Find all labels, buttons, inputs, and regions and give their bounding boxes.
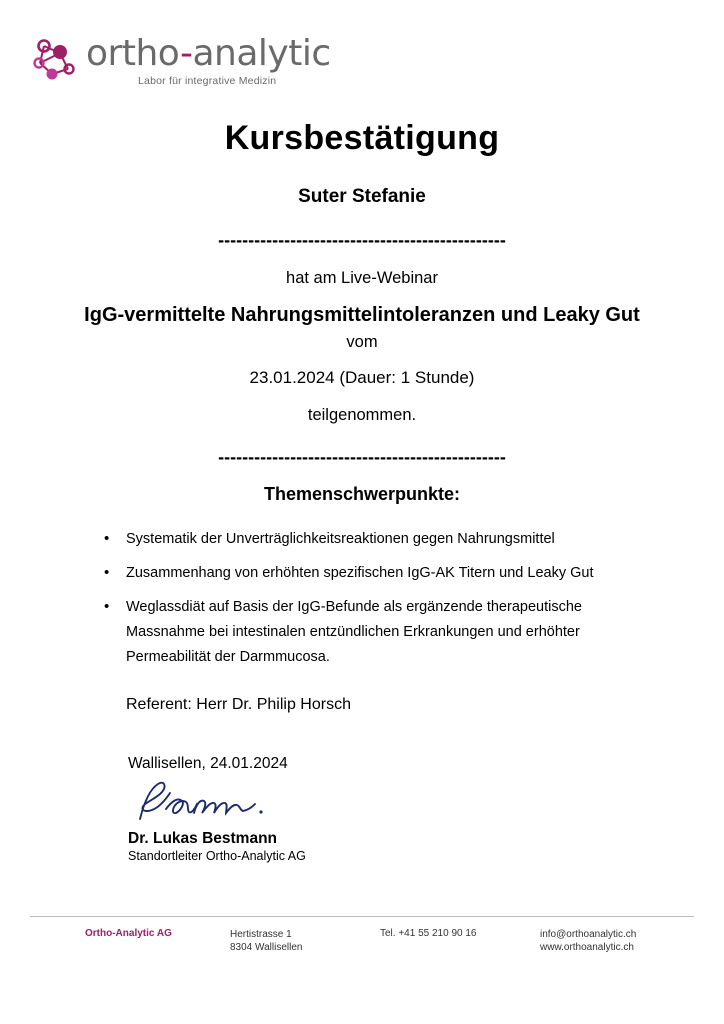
logo-wordmark	[86, 34, 331, 74]
speaker-line: Referent: Herr Dr. Philip Horsch	[126, 696, 351, 713]
webinar-title: IgG-vermittelte Nahrungsmittelintoleranzen und Leaky Gut	[84, 304, 640, 326]
page-footer	[0, 928, 724, 954]
footer-company: Ortho-Analytic AG	[85, 928, 172, 939]
footer-city: 8304 Wallisellen	[230, 942, 303, 953]
logo-word-dash: -	[179, 33, 193, 74]
logo-word-part1: ortho	[86, 33, 180, 74]
topics-list	[0, 527, 724, 670]
footer-street: Hertistrasse 1	[230, 929, 292, 940]
intro-text: hat am Live-Webinar	[286, 269, 438, 287]
certificate-body	[0, 118, 724, 714]
footer-website[interactable]: www.orthoanalytic.ch	[540, 942, 634, 953]
divider-top: ------------------------------------------------	[218, 230, 506, 250]
list-item: • Weglassdiät auf Basis der IgG-Befunde als ergänzende therapeutische Massnahme bei intestinalen entzündlichen Erkrankungen und erhöhter Permeabilität der Darmmucosa.	[100, 595, 636, 670]
vom-label: vom	[346, 333, 378, 351]
brand-logo	[30, 34, 331, 87]
footer-contact	[540, 928, 636, 954]
page-title: Kursbestätigung	[224, 119, 500, 157]
topics-heading: Themenschwerpunkte:	[263, 484, 461, 504]
place-and-date: Wallisellen, 24.01.2024	[128, 755, 288, 772]
participation-text: teilgenommen.	[307, 406, 417, 424]
divider-bottom: ------------------------------------------------	[218, 447, 506, 467]
signer-name: Dr. Lukas Bestmann	[128, 830, 278, 847]
footer-divider	[30, 916, 694, 917]
list-item: • Zusammenhang von erhöhten spezifischen IgG-AK Titern und Leaky Gut	[100, 561, 636, 586]
signer-role: Standortleiter Ortho-Analytic AG	[128, 849, 306, 863]
logo-tagline: Labor für integrative Medizin	[138, 75, 277, 87]
signature-block	[128, 755, 306, 863]
list-item: • Systematik der Unverträglichkeitsreaktionen gegen Nahrungsmittel	[100, 527, 636, 552]
logo-word-part2: analytic	[192, 33, 331, 74]
footer-address	[230, 928, 380, 954]
handwritten-signature-icon	[130, 779, 306, 830]
footer-email[interactable]: info@orthoanalytic.ch	[540, 929, 637, 940]
participant-name: Suter Stefanie	[298, 186, 426, 207]
course-date: 23.01.2024 (Dauer: 1 Stunde)	[249, 368, 475, 387]
footer-phone: Tel. +41 55 210 90 16	[380, 928, 477, 939]
molecule-icon	[30, 36, 82, 84]
